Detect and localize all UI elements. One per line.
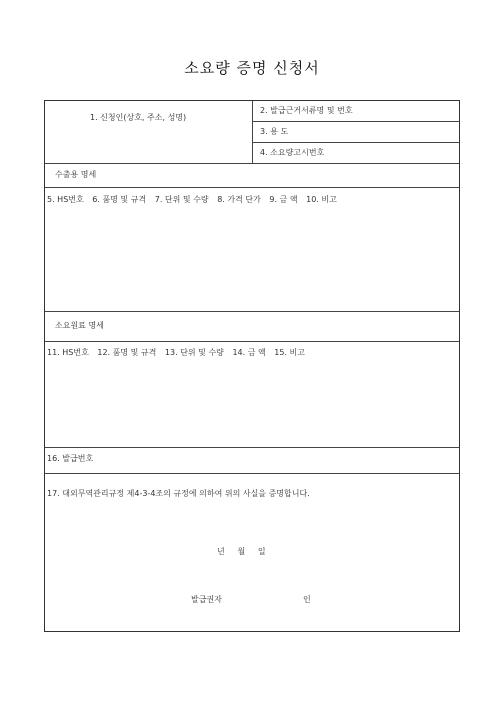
right-row-divider-1 xyxy=(252,121,459,122)
issue-basis-document-field[interactable]: 2. 발급근거서류명 및 번호 xyxy=(260,106,353,115)
export-columns-header xyxy=(47,195,343,205)
col-amount: 9. 금 액 xyxy=(269,195,298,204)
divider-material-label xyxy=(45,341,459,342)
col-item-spec: 6. 품명 및 규격 xyxy=(92,195,147,204)
col-remarks: 10. 비고 xyxy=(306,195,337,204)
export-entry-area[interactable] xyxy=(45,207,459,311)
requirement-notice-number-field[interactable]: 4. 소요량고시번호 xyxy=(260,148,325,157)
right-row-divider-2 xyxy=(252,142,459,143)
application-form xyxy=(44,100,460,632)
issue-number-field[interactable]: 16. 발급번호 xyxy=(47,454,94,463)
certification-date[interactable]: 년 월 일 xyxy=(217,547,266,556)
material-columns-header xyxy=(47,348,311,358)
divider-export-body xyxy=(45,311,459,312)
col-remarks: 15. 비고 xyxy=(274,348,306,357)
page-title: 소요량 증명 신청서 xyxy=(184,59,320,77)
divider-export-label xyxy=(45,187,459,188)
col-amount: 14. 금 액 xyxy=(232,348,266,357)
divider-material-body xyxy=(45,447,459,448)
material-entry-area[interactable] xyxy=(45,361,459,447)
applicant-field[interactable]: 1. 신청인(상호, 주소, 성명) xyxy=(90,113,187,122)
col-hs-number: 5. HS번호 xyxy=(47,195,84,204)
issuer-seal: 인 xyxy=(303,595,311,604)
certification-statement: 17. 대외무역관리규정 제4-3-4조의 규정에 의하여 위의 사실을 증명합니다. xyxy=(47,489,310,498)
divider-issue-number xyxy=(45,473,459,474)
export-section-label: 수출용 명세 xyxy=(55,170,97,179)
col-unit-quantity: 13. 단위 및 수량 xyxy=(164,348,224,357)
purpose-field[interactable]: 3. 용 도 xyxy=(260,127,289,136)
col-hs-number: 11. HS번호 xyxy=(47,348,89,357)
col-unit-quantity: 7. 단위 및 수량 xyxy=(154,195,209,204)
col-item-spec: 12. 품명 및 규격 xyxy=(97,348,157,357)
col-unit-price: 8. 가격 단가 xyxy=(217,195,261,204)
material-section-label: 소요원료 명세 xyxy=(55,321,104,330)
divider-top-block xyxy=(45,163,459,164)
top-divider xyxy=(252,101,253,163)
issuer-label: 발급권자 xyxy=(191,595,222,604)
